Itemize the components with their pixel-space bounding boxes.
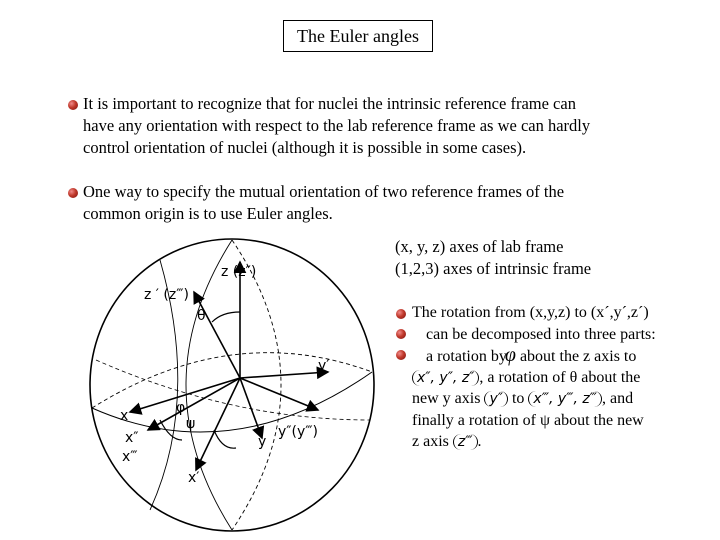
legend-intrinsic-frame: (1,2,3) axes of intrinsic frame [395, 259, 592, 278]
z-prime-axis [194, 292, 240, 378]
x-prime-axis [196, 378, 240, 470]
label-phi: φ [176, 400, 186, 416]
label-theta: θ [197, 308, 206, 324]
frame-triple-prime: x‴, y‴, z‴ [528, 391, 602, 407]
text-line: It is important to recognize that for nuclei the intrinsic reference frame can [83, 94, 576, 113]
bullet-icon [68, 100, 78, 110]
label-psi: ψ [186, 416, 196, 432]
phi-symbol: φ [504, 344, 516, 366]
slide-title: The Euler angles [283, 20, 433, 52]
euler-sphere-diagram [80, 235, 380, 535]
label-x-prime: x′ [188, 470, 200, 486]
meridian-curve [186, 240, 232, 530]
text-line: have any orientation with respect to the lab reference frame as we can hardly [83, 116, 591, 135]
text-line: common origin is to use Euler angles. [83, 204, 333, 223]
label-z-double: z (z″) [221, 264, 257, 280]
label-x-triple: x‴ [122, 449, 138, 465]
text-line: One way to specify the mutual orientation of two reference frames of the [83, 182, 565, 201]
text-fragment: , a rotation of θ about the [479, 368, 641, 386]
text-line: The rotation from (x,y,z) to (x´,y´,z´) [412, 304, 649, 321]
bullet-icon [68, 188, 78, 198]
bullet-paragraph-2 [83, 181, 564, 225]
text-line [412, 367, 712, 389]
rotation-description [412, 302, 712, 453]
text-fragment: z axis [412, 433, 449, 450]
label-y-double: y″(y‴) [278, 424, 319, 440]
bullet-icon [396, 329, 406, 339]
text-line [412, 431, 712, 453]
frame-z-triple-prime: z‴ [453, 434, 478, 450]
psi-arc [214, 430, 236, 448]
frame-double-prime: x″, y″, z″ [412, 370, 479, 386]
bullet-icon [396, 309, 406, 319]
text-line [412, 388, 712, 410]
theta-arc [212, 312, 240, 322]
legend-lab-frame: (x, y, z) axes of lab frame [395, 237, 564, 256]
label-y-prime: y′ [318, 358, 330, 374]
label-z-prime: z ′ (z‴) [144, 287, 189, 303]
text-line: can be decomposed into three parts: [426, 325, 656, 343]
sphere-outline [90, 239, 374, 531]
label-x-double: x″ [125, 430, 139, 446]
text-fragment: about the z axis to [519, 348, 637, 365]
frame-y-double-prime: y″ [484, 391, 508, 407]
text-fragment: , and [601, 390, 634, 407]
text-fragment: new y axis [412, 390, 481, 407]
y-double-axis [240, 378, 318, 410]
label-x: x [120, 408, 129, 424]
text-line [412, 345, 712, 367]
text-fragment: a rotation by [426, 348, 507, 365]
text-line: control orientation of nuclei (although it is possible in some cases). [83, 138, 527, 157]
axes-legend [395, 236, 591, 280]
bullet-icon [396, 350, 406, 360]
text-fragment: . [477, 433, 482, 450]
y-prime-axis [240, 372, 328, 378]
bullet-paragraph-1 [83, 93, 590, 159]
text-fragment: to [511, 390, 525, 407]
text-line: finally a rotation of ψ about the new [412, 411, 644, 429]
label-y: y [258, 434, 267, 450]
y-axis [240, 378, 262, 438]
